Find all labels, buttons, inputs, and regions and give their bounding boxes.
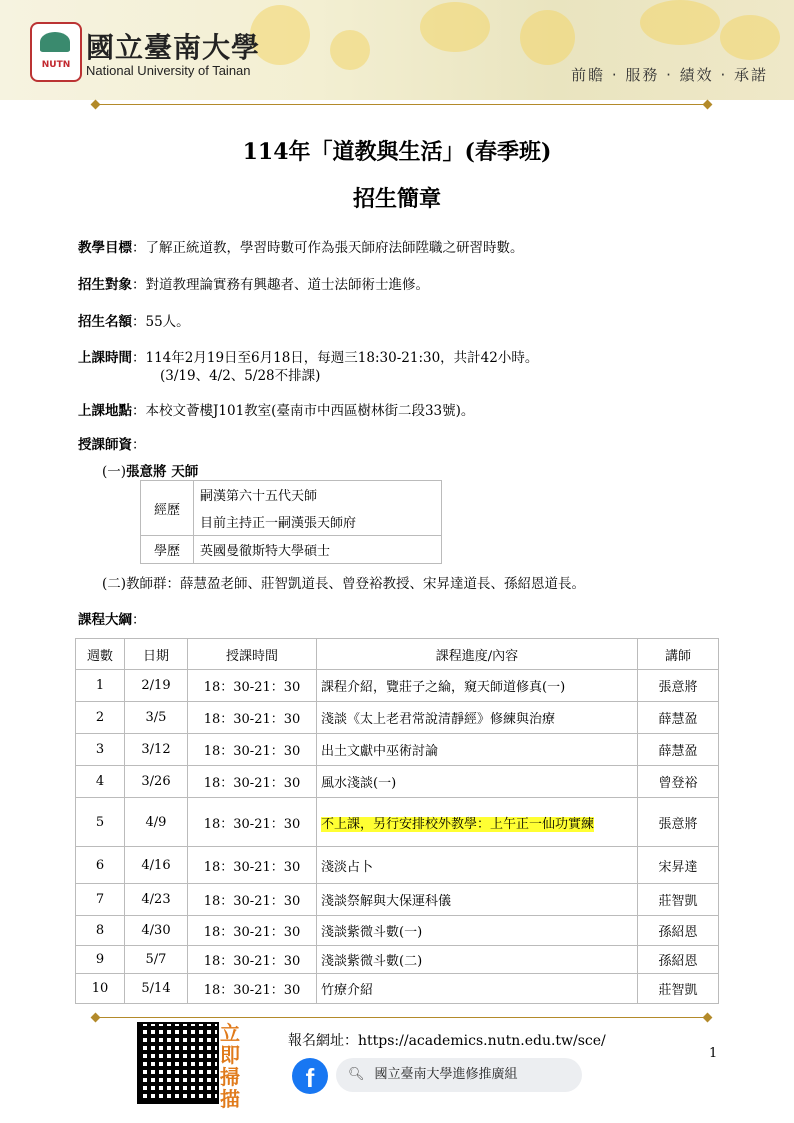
cell-content: 淺談紫微斗數(二): [317, 946, 638, 974]
bird-icon: [40, 32, 70, 52]
divider-diamond: [703, 100, 713, 110]
quota-label: 招生名額: [78, 314, 132, 330]
cell-date: 2/19: [125, 670, 188, 702]
divider-diamond: [91, 100, 101, 110]
table-row: [141, 536, 442, 564]
flower-decoration: [330, 30, 370, 70]
logo-text: NUTN: [41, 60, 71, 70]
cell-teacher: 張意將: [638, 670, 719, 702]
col-date: 日期: [125, 639, 188, 670]
cell-teacher: 薛慧盈: [638, 734, 719, 766]
divider-diamond: [703, 1013, 713, 1023]
outline-label: 課程大綱: [78, 612, 132, 628]
flower-decoration: [720, 15, 780, 60]
cell-content: 出土文獻中巫術討論: [317, 734, 638, 766]
qr-caption: 立即掃描: [220, 1021, 240, 1111]
page-title: 114年「道教與生活」(春季班): [242, 139, 552, 165]
signup-qr-code[interactable]: [137, 1022, 219, 1104]
col-teacher: 講師: [638, 639, 719, 670]
group-text: 教師群：薛慧盈老師、莊智凱道長、曾登裕教授、宋昇達道長、孫紹恩道長。: [126, 576, 586, 592]
teacher-info-table: [140, 480, 442, 564]
cell-time: 18：30-21：30: [188, 798, 317, 847]
table-row: [76, 916, 719, 946]
target-label: 招生對象: [78, 277, 132, 293]
university-motto: 前瞻 · 服務 · 績效 · 承諾: [571, 66, 768, 84]
cell-content-highlighted: [317, 798, 638, 847]
time-text: 114年2月19日至6月18日，每週三18:30-21:30，共計42小時。: [145, 350, 539, 366]
facebook-search-bar[interactable]: [336, 1058, 582, 1092]
cell-content: 淺淡占卜: [317, 847, 638, 884]
table-row: [76, 946, 719, 974]
target-row: 招生對象：對道教理論實務有興趣者、道士法師術士進修。: [78, 277, 429, 293]
table-row: [76, 670, 719, 702]
cell-week: 5: [76, 798, 125, 847]
main-teacher-line: [102, 460, 198, 480]
cell-week: 6: [76, 847, 125, 884]
cell-time: 18：30-21：30: [188, 702, 317, 734]
cell-teacher: 莊智凱: [638, 884, 719, 916]
table-row: [141, 481, 442, 509]
cell-content: 竹療介紹: [317, 974, 638, 1004]
cell-date: 3/5: [125, 702, 188, 734]
cell-time: 18：30-21：30: [188, 670, 317, 702]
cell-time: 18：30-21：30: [188, 884, 317, 916]
outline-row: 課程大綱：: [78, 612, 146, 628]
time-note: (3/19、4/2、5/28不排課): [160, 368, 321, 384]
teachers-label: 授課師資: [78, 437, 132, 453]
cell-teacher: 曾登裕: [638, 766, 719, 798]
goal-text: 了解正統道教，學習時數可作為張天師府法師陞職之研習時數。: [145, 240, 524, 256]
cell-time: 18：30-21：30: [188, 946, 317, 974]
place-text: 本校文薈樓J101教室(臺南市中西區樹林街二段33號)。: [145, 403, 475, 419]
cell-date: 4/16: [125, 847, 188, 884]
cell-teacher: 薛慧盈: [638, 702, 719, 734]
cell-teacher: 孫紹恩: [638, 946, 719, 974]
table-row: [76, 974, 719, 1004]
cell-week: 8: [76, 916, 125, 946]
facebook-search-text: 國立臺南大學進修推廣組: [374, 1067, 518, 1082]
cell-teacher: 宋昇達: [638, 847, 719, 884]
bottom-divider: [96, 1017, 708, 1018]
main-teacher-name: 張意將 天師: [126, 464, 199, 480]
edu-text: 英國曼徹斯特大學碩士: [194, 536, 442, 564]
goal-label: 教學目標: [78, 240, 132, 256]
exp-1: 嗣漢第六十五代天師: [194, 481, 442, 509]
time-row: 上課時間：114年2月19日至6月18日，每週三18:30-21:30，共計42小時。: [78, 350, 539, 366]
cell-date: 5/14: [125, 974, 188, 1004]
flower-decoration: [520, 10, 575, 65]
facebook-icon[interactable]: f: [292, 1058, 328, 1094]
table-row: [76, 702, 719, 734]
quota-row: 招生名額：55人。: [78, 314, 190, 330]
cell-week: 1: [76, 670, 125, 702]
flower-decoration: [420, 2, 490, 52]
group-prefix: (二): [102, 576, 127, 592]
cell-teacher: 孫紹恩: [638, 916, 719, 946]
university-logo: [30, 22, 82, 82]
cell-time: 18：30-21：30: [188, 847, 317, 884]
table-header-row: [76, 639, 719, 670]
cell-date: 4/23: [125, 884, 188, 916]
signup-link[interactable]: 報名網址：https://academics.nutn.edu.tw/sce/: [288, 1033, 606, 1049]
col-time: 授課時間: [188, 639, 317, 670]
time-label: 上課時間: [78, 350, 132, 366]
cell-week: 7: [76, 884, 125, 916]
divider-diamond: [91, 1013, 101, 1023]
search-icon: 🔍︎: [348, 1067, 365, 1082]
cell-time: 18：30-21：30: [188, 916, 317, 946]
cell-date: 3/26: [125, 766, 188, 798]
col-week: 週數: [76, 639, 125, 670]
cell-week: 3: [76, 734, 125, 766]
exp-label: 經歷: [141, 481, 194, 536]
university-name-en: National University of Tainan: [86, 63, 251, 78]
cell-week: 9: [76, 946, 125, 974]
cell-content: 淺談祭解與大保運科儀: [317, 884, 638, 916]
table-row: [76, 734, 719, 766]
goal-row: 教學目標：了解正統道教，學習時數可作為張天師府法師陞職之研習時數。: [78, 240, 524, 256]
main-teacher-prefix: (一): [102, 464, 127, 480]
col-content: 課程進度/內容: [317, 639, 638, 670]
cell-content: 淺談《太上老君常說清靜經》修練與治療: [317, 702, 638, 734]
quota-text: 55人。: [145, 314, 190, 330]
header-banner: [0, 0, 794, 100]
cell-week: 2: [76, 702, 125, 734]
cell-time: 18：30-21：30: [188, 766, 317, 798]
cell-content: 課程介紹，覽莊子之綸，窺天師道修真(一): [317, 670, 638, 702]
course-table: [75, 638, 719, 1004]
table-row: [76, 766, 719, 798]
table-row: [76, 884, 719, 916]
cell-date: 5/7: [125, 946, 188, 974]
cell-time: 18：30-21：30: [188, 734, 317, 766]
cell-date: 4/9: [125, 798, 188, 847]
cell-content: 淺談紫微斗數(一): [317, 916, 638, 946]
place-row: 上課地點：本校文薈樓J101教室(臺南市中西區樹林街二段33號)。: [78, 403, 475, 419]
cell-content: 風水淺談(一): [317, 766, 638, 798]
cell-week: 4: [76, 766, 125, 798]
top-divider: [96, 104, 708, 105]
target-text: 對道教理論實務有興趣者、道士法師術士進修。: [145, 277, 429, 293]
table-row: [76, 798, 719, 847]
page-number: 1: [709, 1046, 718, 1061]
cell-time: 18：30-21：30: [188, 974, 317, 1004]
cell-teacher: 莊智凱: [638, 974, 719, 1004]
place-label: 上課地點: [78, 403, 132, 419]
exp-2: 目前主持正一嗣漢張天師府: [194, 508, 442, 536]
table-row: [76, 847, 719, 884]
teachers-row: 授課師資：: [78, 437, 146, 453]
cell-date: 3/12: [125, 734, 188, 766]
edu-label: 學歷: [141, 536, 194, 564]
cell-date: 4/30: [125, 916, 188, 946]
teacher-group-line: [102, 572, 585, 592]
highlighted-text: 不上課，另行安排校外教學：上午正一仙功實練: [321, 816, 595, 832]
page-subtitle: 招生簡章: [352, 186, 441, 212]
flower-decoration: [640, 0, 720, 45]
cell-teacher: 張意將: [638, 798, 719, 847]
cell-week: 10: [76, 974, 125, 1004]
university-name-zh: 國立臺南大學: [86, 31, 261, 64]
